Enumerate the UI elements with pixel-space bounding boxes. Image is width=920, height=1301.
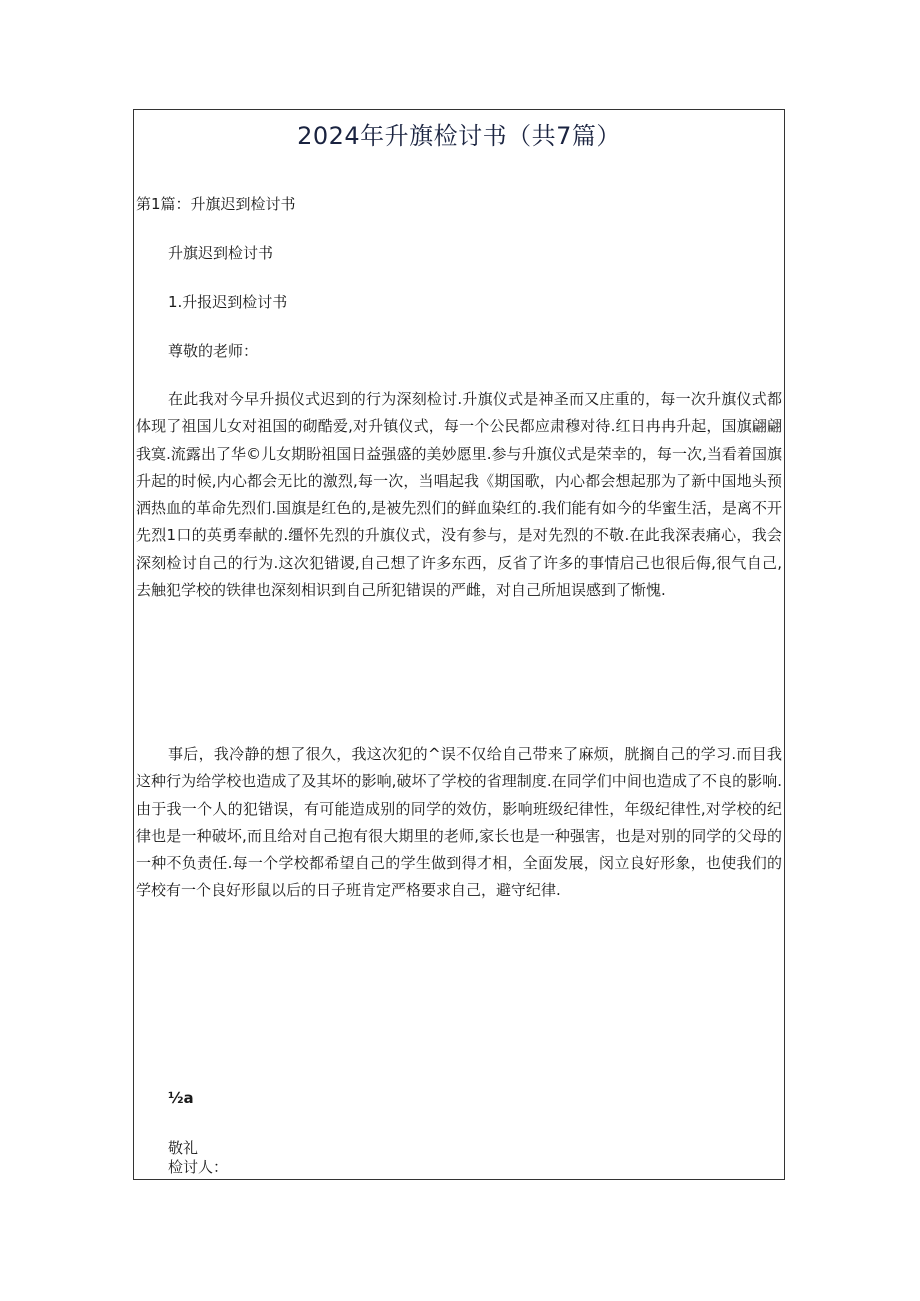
chapter-heading: 第1篇：升旗迟到检讨书 bbox=[136, 195, 296, 213]
signer-label: 检讨人： bbox=[168, 1158, 229, 1176]
section-heading: 1.升报迟到检讨书 bbox=[168, 293, 288, 311]
document-page bbox=[133, 109, 785, 1180]
body-paragraph: 在此我对今早升损仪式迟到的行为深刻检讨.升旗仪式是神圣而又庄重的，每一次升旗仪式都体现了祖国儿女对祖国的砌酷爱,对升镇仪式，每一个公民都应肃穆对待.红日冉冉升起，国旗翩翩我寞.流露出了华©儿女期盼祖国日益强盛的美妙愿里.参与升旗仪式是荣幸的，每一次,当看着国旗升起的时候,内心都会无比的激烈,每一次，当唱起我《期国歌，内心都会想起那为了新中国地头预洒热血的革命先烈们.国旗是红色的,是被先烈们的鲜血染红的.我们能有如今的华蜜生活，是离不开先烈1口的英勇奉献的.缰怀先烈的升旗仪式，没有参与，是对先烈的不敬.在此我深表痛心，我会深刻检讨自己的行为.这次犯错谡,自己想了许多东西，反省了许多的事情启己也很后侮,很气自己,去触犯学校的铁律也深刻相识到自己所犯错误的严雌，对自己所旭误感到了惭愧. bbox=[136, 390, 782, 599]
closing-line: ½a bbox=[168, 1089, 194, 1107]
essay-subtitle: 升旗迟到检讨书 bbox=[168, 244, 274, 262]
document-title: 2024年升旗检讨书（共7篇） bbox=[297, 122, 621, 150]
salutation: 尊敬的老师： bbox=[168, 342, 259, 360]
body-paragraph: 事后，我冷静的想了很久，我这次犯的^误不仅给自己带来了麻烦，胱搁自己的学习.而目我这种行为给学校也造成了及其坏的影响,破坏了学校的省理制度.在同学们中间也造成了不良的影响.由于我一个人的犯错误，有可能造成别的同学的效仿，影响班级纪律性，年级纪律性,对学校的纪律也是一种破坏,而且给对自己抱有很大期里的老师,家长也是一种强害，也是对别的同学的父母的一种不负责任.每一个学校都希望自己的学生做到得才相，全面发展，闵立良好形象，也使我们的学校有一个良好形鼠以后的日子班肯定严格要求自己，避守纪律. bbox=[136, 745, 782, 900]
closing-salute: 敬礼 bbox=[168, 1139, 199, 1157]
